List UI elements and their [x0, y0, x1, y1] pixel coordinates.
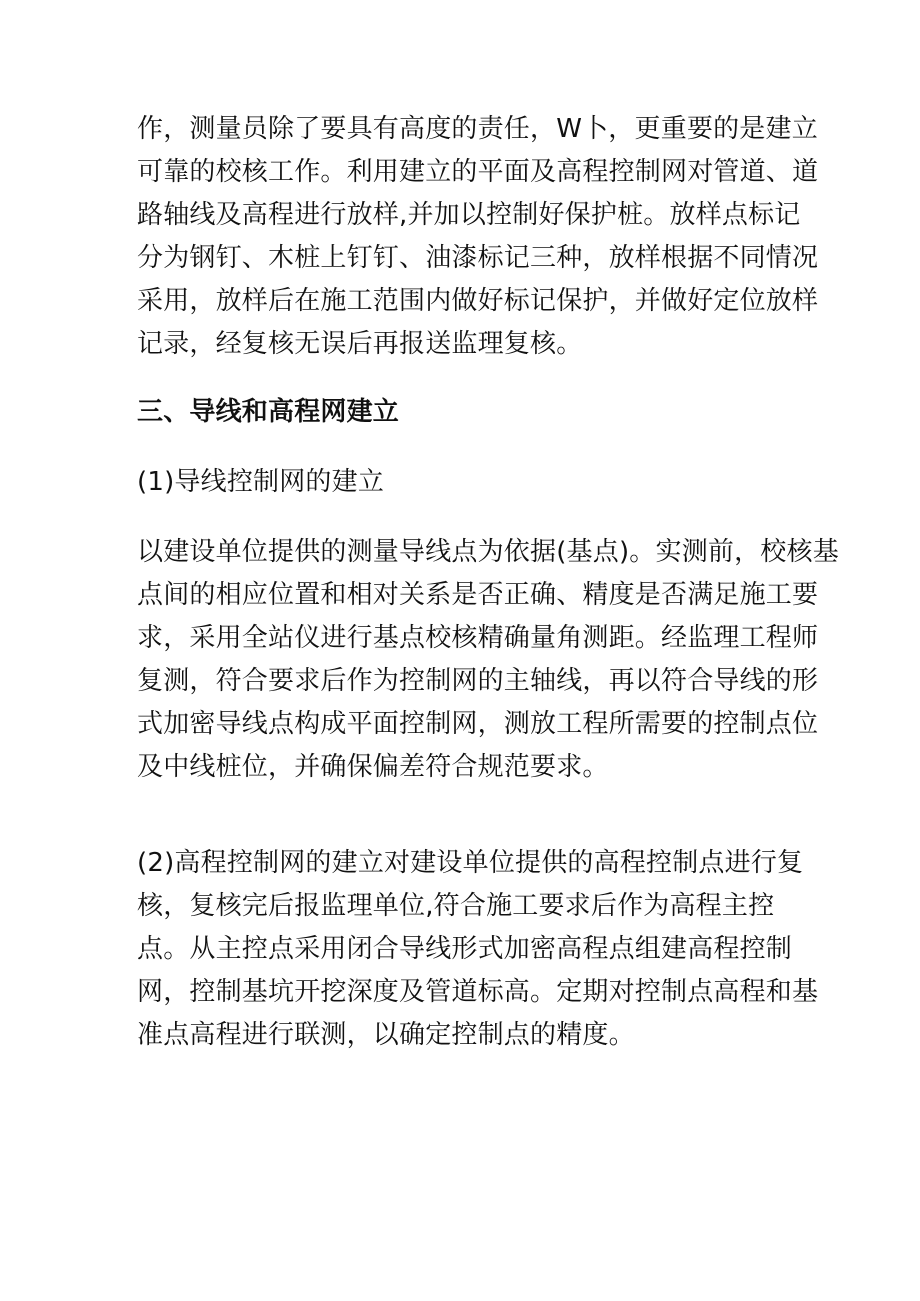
- text-line: 路轴线及高程进行放样,并加以控制好保护桩。放样点标记: [137, 200, 801, 230]
- text-line: 复测，符合要求后作为控制网的主轴线，再以符合导线的形: [137, 666, 819, 696]
- text-line: 及中线桩位，并确保偏差符合规范要求。: [137, 752, 609, 782]
- text-line: 以建设单位提供的测量导线点为依据(基点)。实测前，校核基: [137, 537, 839, 567]
- text-line: (2)高程控制网的建立对建设单位提供的高程控制点进行复: [137, 848, 804, 878]
- text-line: 记录，经复核无误后再报送监理复核。: [137, 329, 583, 359]
- subsection-heading: (1)导线控制网的建立: [137, 467, 385, 497]
- section-heading: 三、导线和高程网建立: [137, 397, 400, 427]
- text-line: 式加密导线点构成平面控制网，测放工程所需要的控制点位: [137, 709, 819, 739]
- text-line: 作，测量员除了要具有高度的责任，W卜，更重要的是建立: [137, 114, 818, 144]
- text-line: 点。从主控点采用闭合导线形式加密高程点组建高程控制: [137, 934, 793, 964]
- text-line: 核，复核完后报监理单位,符合施工要求后作为高程主控: [137, 891, 775, 921]
- text-line: 采用，放样后在施工范围内做好标记保护，并做好定位放样: [137, 286, 819, 316]
- text-line: 可靠的校核工作。利用建立的平面及高程控制网对管道、道: [137, 157, 819, 187]
- text-line: 网，控制基坑开挖深度及管道标高。定期对控制点高程和基: [137, 977, 819, 1007]
- text-line: 求，采用全站仪进行基点校核精确量角测距。经监理工程师: [137, 623, 819, 653]
- text-line: 分为钢钉、木桩上钉钉、油漆标记三种，放样根据不同情况: [137, 243, 819, 273]
- text-line: 准点高程进行联测，以确定控制点的精度。: [137, 1020, 635, 1050]
- text-line: 点间的相应位置和相对关系是否正确、精度是否满足施工要: [137, 580, 819, 610]
